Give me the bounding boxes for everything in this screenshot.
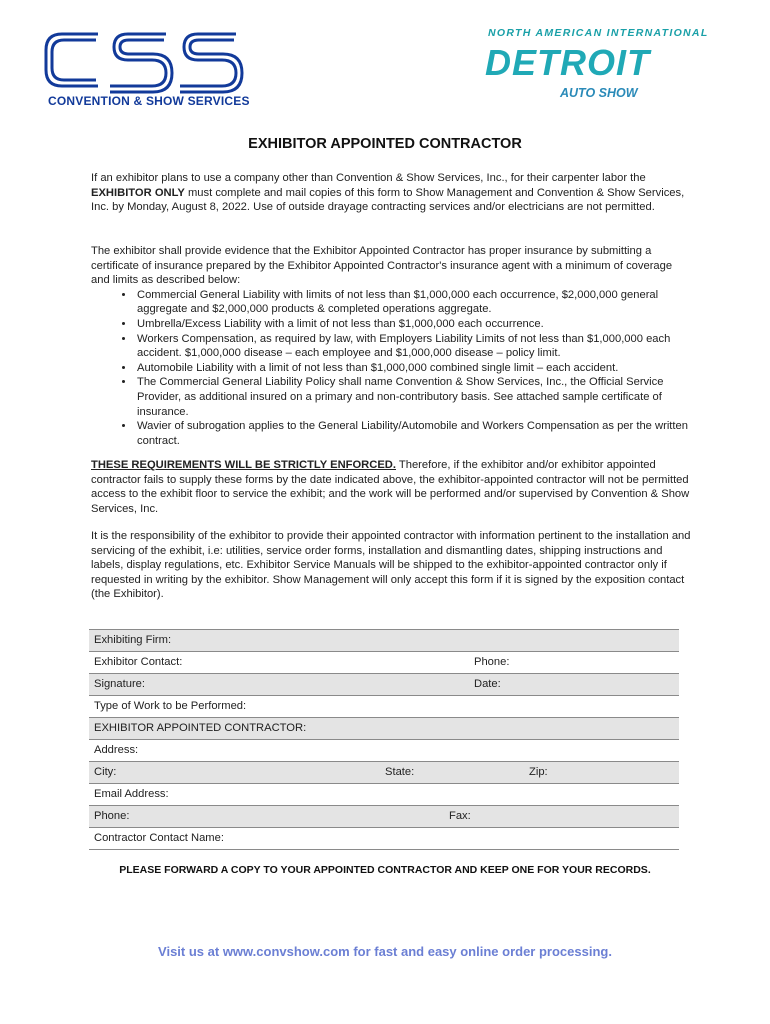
contact-name-field[interactable] [89,828,679,850]
intro-text: If an exhibitor plans to use a company other than Convention & Show Services, Inc., for their carpenter labor the [91,172,646,184]
eac-heading-row [89,718,679,740]
address-label: Address: [94,744,139,756]
list-item: • Automobile Liability with a limit of not less than $1,000,000 combined single limit – each accident. [135,361,691,376]
date-label[interactable]: Date: [474,678,501,690]
email-field[interactable] [89,784,679,806]
city-label[interactable]: City: [94,766,117,778]
enforcement-text: Therefore, if the exhibitor and/or exhibitor appointed contractor fails to supply these forms by the date indicated above, the exhibitor-appointed contractor will not be permitted access to the exhibit floor to service the exhibit; and the work will be performed and/or supervised by Convention & Show Services, Inc. [91,459,690,515]
insurance-intro: The exhibitor shall provide evidence that the Exhibitor Appointed Contractor has proper insurance by submitting a certificate of insurance prepared by the Exhibitor Appointed Contractor's insurance agent with a minimum of coverage and limits as described below: [91,245,673,287]
zip-label[interactable]: Zip: [529,766,548,778]
list-item: • Commercial General Liability with limits of not less than $1,000,000 each occurrence, $2,000,000 general aggregate and $2,000,000 products & completed operations aggregate. [135,288,691,317]
forward-note: PLEASE FORWARD A COPY TO YOUR APPOINTED CONTRACTOR AND KEEP ONE FOR YOUR RECORDS. [119,864,651,876]
type-of-work-label: Type of Work to be Performed: [94,700,247,712]
detroit-logo-word: DETROIT [485,42,650,83]
intro-paragraph [91,171,691,215]
contractor-phone-label[interactable]: Phone: [94,810,130,822]
list-item: • Umbrella/Excess Liability with a limit of not less than $1,000,000 each occurrence. [135,317,691,332]
exhibitor-contact-row [89,652,679,674]
page-title: EXHIBITOR APPOINTED CONTRACTOR [248,136,522,152]
enforcement-paragraph [91,458,691,516]
naias-top-text: NORTH AMERICAN INTERNATIONAL [488,27,709,39]
list-item: • Workers Compensation, as required by law, with Employers Liability Limits of not less than $1,000,000 each accident. $1,000,000 disease – each employee and $1,000,000 disease – policy limit. [135,332,691,361]
list-item: • Wavier of subrogation applies to the General Liability/Automobile and Workers Compensation as per the written contract. [135,419,691,448]
insurance-requirements-list [91,288,691,449]
insurance-paragraph [91,244,691,448]
intro-rest: must complete and mail copies of this form to Show Management and Convention & Show Services, Inc. by Monday, August 8, 2022. Use of outside drayage contracting services and/or electricians are not permitted. [91,186,685,214]
css-tagline: CONVENTION & SHOW SERVICES [48,94,250,108]
city-state-zip-row [89,762,679,784]
email-label: Email Address: [94,788,169,800]
exhibitor-only-bold: EXHIBITOR ONLY [91,186,185,199]
auto-show-text: AUTO SHOW [560,86,638,100]
enforcement-heading: THESE REQUIREMENTS WILL BE STRICTLY ENFORCED. [91,459,396,471]
exhibitor-contact-label[interactable]: Exhibitor Contact: [94,656,183,668]
exhibiting-firm-label: Exhibiting Firm: [94,634,172,646]
list-item: • The Commercial General Liability Policy shall name Convention & Show Services, Inc., the Official Service Provider, as additional insured on a primary and non-contributory basis. See attached sample certificate of insurance. [135,375,691,419]
signature-label[interactable]: Signature: [94,678,145,690]
state-label[interactable]: State: [385,766,415,778]
responsibility-paragraph: It is the responsibility of the exhibitor to provide their appointed contractor with information pertinent to the installation and servicing of the exhibit, i.e: utilities, service order forms, installation and dismantling dates, shipping instructions and labels, display regulations, etc. Exhibitor Service Manuals will be shipped to the exhibitor-appointed contractor only if requested in writing by the exhibitor. Show Management will only accept this form if it is signed by the exposition contact (the Exhibitor). [91,530,691,601]
contractor-form [89,629,679,850]
phone-fax-row [89,806,679,828]
exhibiting-firm-field[interactable] [89,629,679,652]
fax-label[interactable]: Fax: [449,810,471,822]
eac-heading: EXHIBITOR APPOINTED CONTRACTOR: [94,722,307,734]
contact-name-label: Contractor Contact Name: [94,832,224,844]
address-field[interactable] [89,740,679,762]
type-of-work-field[interactable] [89,696,679,718]
phone-label[interactable]: Phone: [474,656,510,668]
visit-website-note[interactable]: Visit us at www.convshow.com for fast and easy online order processing. [158,944,612,959]
signature-row [89,674,679,696]
